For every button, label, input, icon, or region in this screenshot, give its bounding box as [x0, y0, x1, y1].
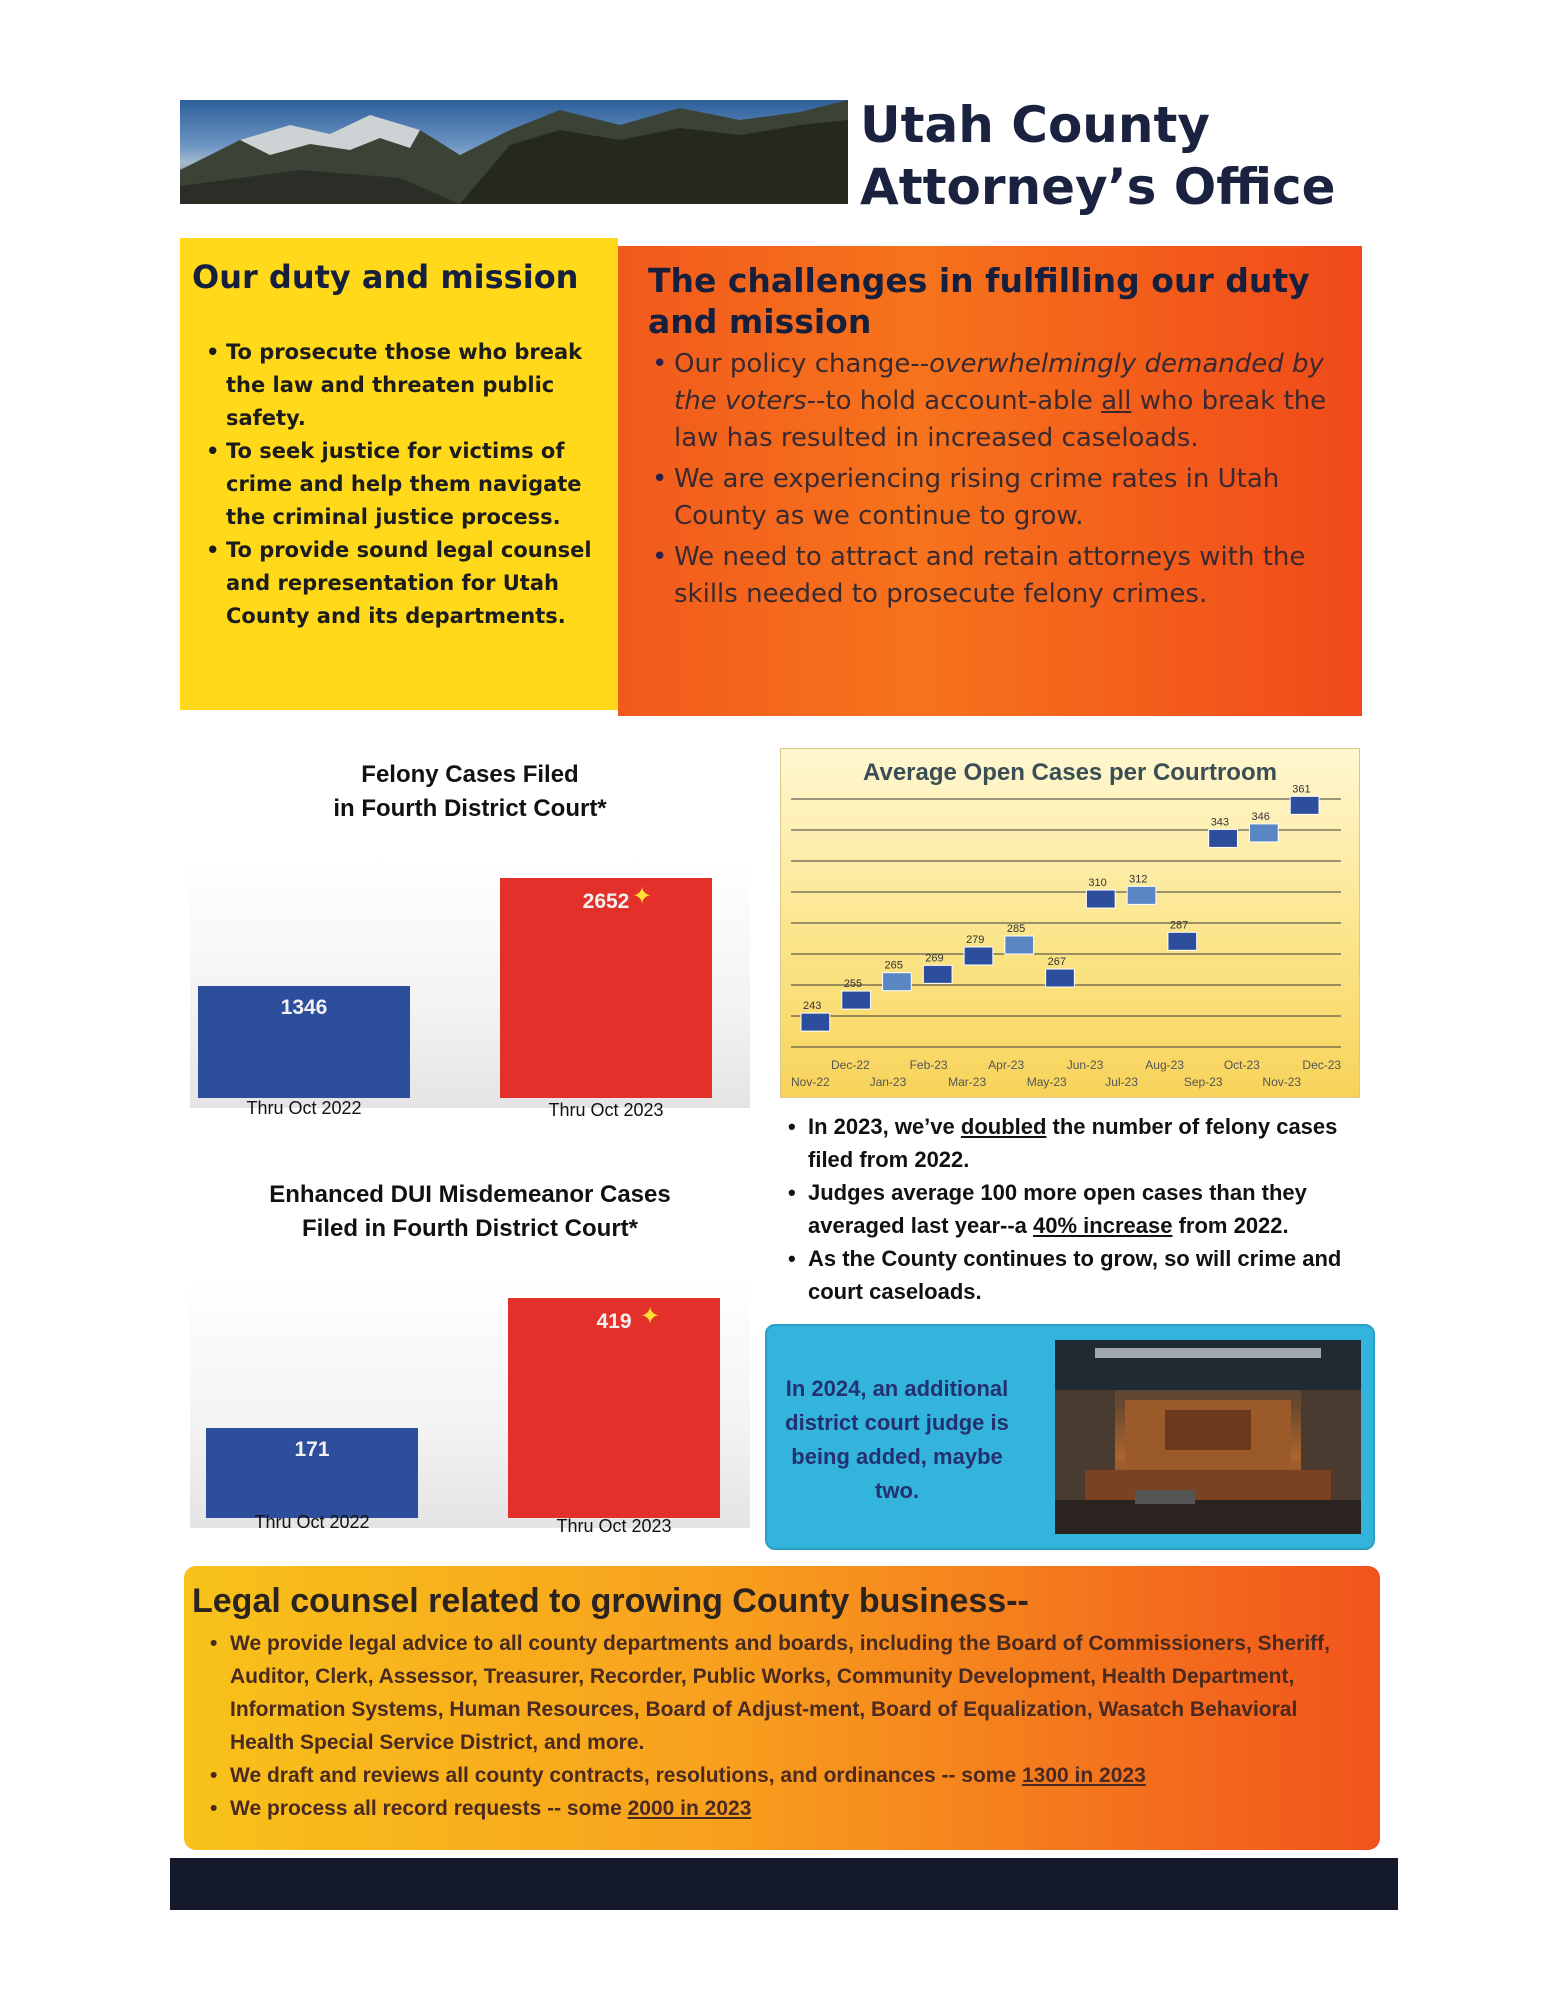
x-tick-label: May-23 [1026, 1075, 1067, 1089]
x-tick-label: Jun-23 [1066, 1058, 1104, 1072]
x-tick-label: Sep-23 [1183, 1075, 1223, 1089]
challenges-panel [618, 246, 1362, 716]
step-marker [1127, 886, 1156, 904]
challenges-list [648, 346, 1332, 613]
mission-list [192, 336, 604, 633]
challenge-item: • We need to attract and retain attorneys with the skills needed to prosecute felony crimes. [648, 539, 1332, 613]
chart-title: Felony Cases Filed in Fourth District Court* [333, 761, 607, 822]
mission-item: • To prosecute those who break the law and threaten public safety. [192, 336, 604, 435]
bar-2023 [508, 1298, 720, 1518]
x-tick-label: Aug-23 [1145, 1058, 1184, 1072]
judge-callout [765, 1324, 1375, 1550]
step-marker [1249, 824, 1278, 842]
title-line-1: Utah County [860, 96, 1210, 154]
challenges-heading: The challenges in fulfilling our duty and mission [648, 261, 1310, 341]
x-tick-label: Nov-22 [791, 1075, 830, 1089]
title-line-2: Attorney’s Office [860, 158, 1336, 216]
data-label: 310 [1088, 877, 1107, 890]
step-marker [883, 973, 912, 991]
mission-panel [180, 238, 618, 710]
x-tick-label: Apr-23 [988, 1058, 1025, 1072]
data-label: 287 [1169, 919, 1189, 932]
bar-value-label: 419 [596, 1310, 632, 1333]
bar-value-label: 2652 [582, 890, 630, 913]
step-marker [923, 965, 952, 983]
x-tick-label: Thru Oct 2022 [254, 1512, 370, 1532]
data-label: 343 [1210, 816, 1230, 829]
x-tick-label: Nov-23 [1262, 1075, 1302, 1089]
legal-list [192, 1627, 1366, 1825]
bar-2023 [500, 878, 712, 1098]
legal-item: • We draft and reviews all county contracts, resolutions, and ordinances -- some 1300 in 2023 [192, 1759, 1366, 1792]
x-tick-label: Mar-23 [948, 1075, 987, 1089]
dui-cases-chart [190, 1178, 750, 1558]
challenge-item: • We are experiencing rising crime rates in Utah County as we continue to grow. [648, 461, 1332, 535]
step-marker [1168, 932, 1197, 950]
bar-value-label: 171 [294, 1438, 330, 1462]
legal-heading: Legal counsel related to growing County business-- [192, 1582, 1029, 1620]
footer-bar [170, 1858, 1398, 1910]
bar-value-label: 1346 [280, 996, 328, 1020]
x-tick-label: Jan-23 [869, 1075, 907, 1089]
step-marker [1086, 890, 1115, 908]
data-label: 285 [1006, 922, 1026, 935]
bar-2022 [206, 1428, 418, 1518]
x-tick-label: Jul-23 [1105, 1075, 1138, 1089]
finding-item: • Judges average 100 more open cases than they averaged last year--a 40% increase from 2022. [784, 1176, 1364, 1242]
legal-item: • We provide legal advice to all county departments and boards, including the Board of Commissioners, Sheriff, Auditor, Clerk, Assessor, Treasurer, Recorder, Public Works, Community Development, Health Department, Information Systems, Human Resources, Board of Adjust-ment, Board of Equalization, Wasatch Behavioral Health Special Service District, and more. [192, 1627, 1366, 1759]
star-icon: ✦ [632, 883, 653, 910]
findings-list [784, 1110, 1364, 1308]
step-marker [842, 991, 871, 1009]
step-marker [1209, 829, 1238, 847]
data-label: 361 [1292, 783, 1311, 796]
mountain-banner-image [180, 100, 848, 204]
chart-title: Average Open Cases per Courtroom [863, 759, 1277, 786]
challenge-item: • Our policy change--overwhelmingly demanded by the voters--to hold account-able all who break the law has resulted in increased caseloads. [648, 346, 1332, 457]
data-label: 267 [1047, 956, 1066, 969]
bar-2022 [198, 986, 410, 1098]
step-marker [1005, 936, 1034, 954]
step-marker [964, 947, 993, 965]
data-label: 255 [843, 978, 863, 991]
callout-text: In 2024, an additional district court judge is being added, maybe two. [785, 1376, 1009, 1503]
open-cases-chart [780, 748, 1360, 1098]
x-tick-label: Oct-23 [1223, 1058, 1260, 1072]
chart-title: Enhanced DUI Misdemeanor Cases Filed in Fourth District Court* [269, 1181, 671, 1242]
x-tick-label: Dec-22 [831, 1058, 870, 1072]
felony-cases-chart [190, 758, 750, 1138]
star-icon: ✦ [640, 1303, 661, 1330]
x-tick-label: Feb-23 [909, 1058, 948, 1072]
data-label: 346 [1251, 810, 1270, 823]
legal-item: • We process all record requests -- some 2000 in 2023 [192, 1792, 1366, 1825]
finding-item: • In 2023, we’ve doubled the number of felony cases filed from 2022. [784, 1110, 1364, 1176]
step-marker [1046, 969, 1075, 987]
x-tick-label: Thru Oct 2022 [246, 1098, 362, 1118]
data-label: 243 [803, 1000, 822, 1013]
step-marker [1290, 796, 1319, 814]
x-tick-label: Dec-23 [1302, 1058, 1342, 1072]
data-label: 312 [1129, 873, 1148, 886]
x-tick-label: Thru Oct 2023 [556, 1516, 672, 1536]
open-cases-plot [781, 749, 1361, 1099]
legal-counsel-panel [184, 1566, 1380, 1850]
page-title [860, 94, 1380, 218]
mission-heading: Our duty and mission [192, 258, 579, 296]
data-label: 269 [925, 952, 944, 965]
data-label: 279 [966, 933, 985, 946]
x-tick-label: Thru Oct 2023 [548, 1100, 664, 1120]
step-marker [801, 1013, 830, 1031]
data-label: 265 [884, 959, 903, 972]
courtroom-photo [1055, 1340, 1361, 1534]
finding-item: • As the County continues to grow, so will crime and court caseloads. [784, 1242, 1364, 1308]
mission-item: • To provide sound legal counsel and representation for Utah County and its departments. [192, 534, 604, 633]
mission-item: • To seek justice for victims of crime and help them navigate the criminal justice process. [192, 435, 604, 534]
